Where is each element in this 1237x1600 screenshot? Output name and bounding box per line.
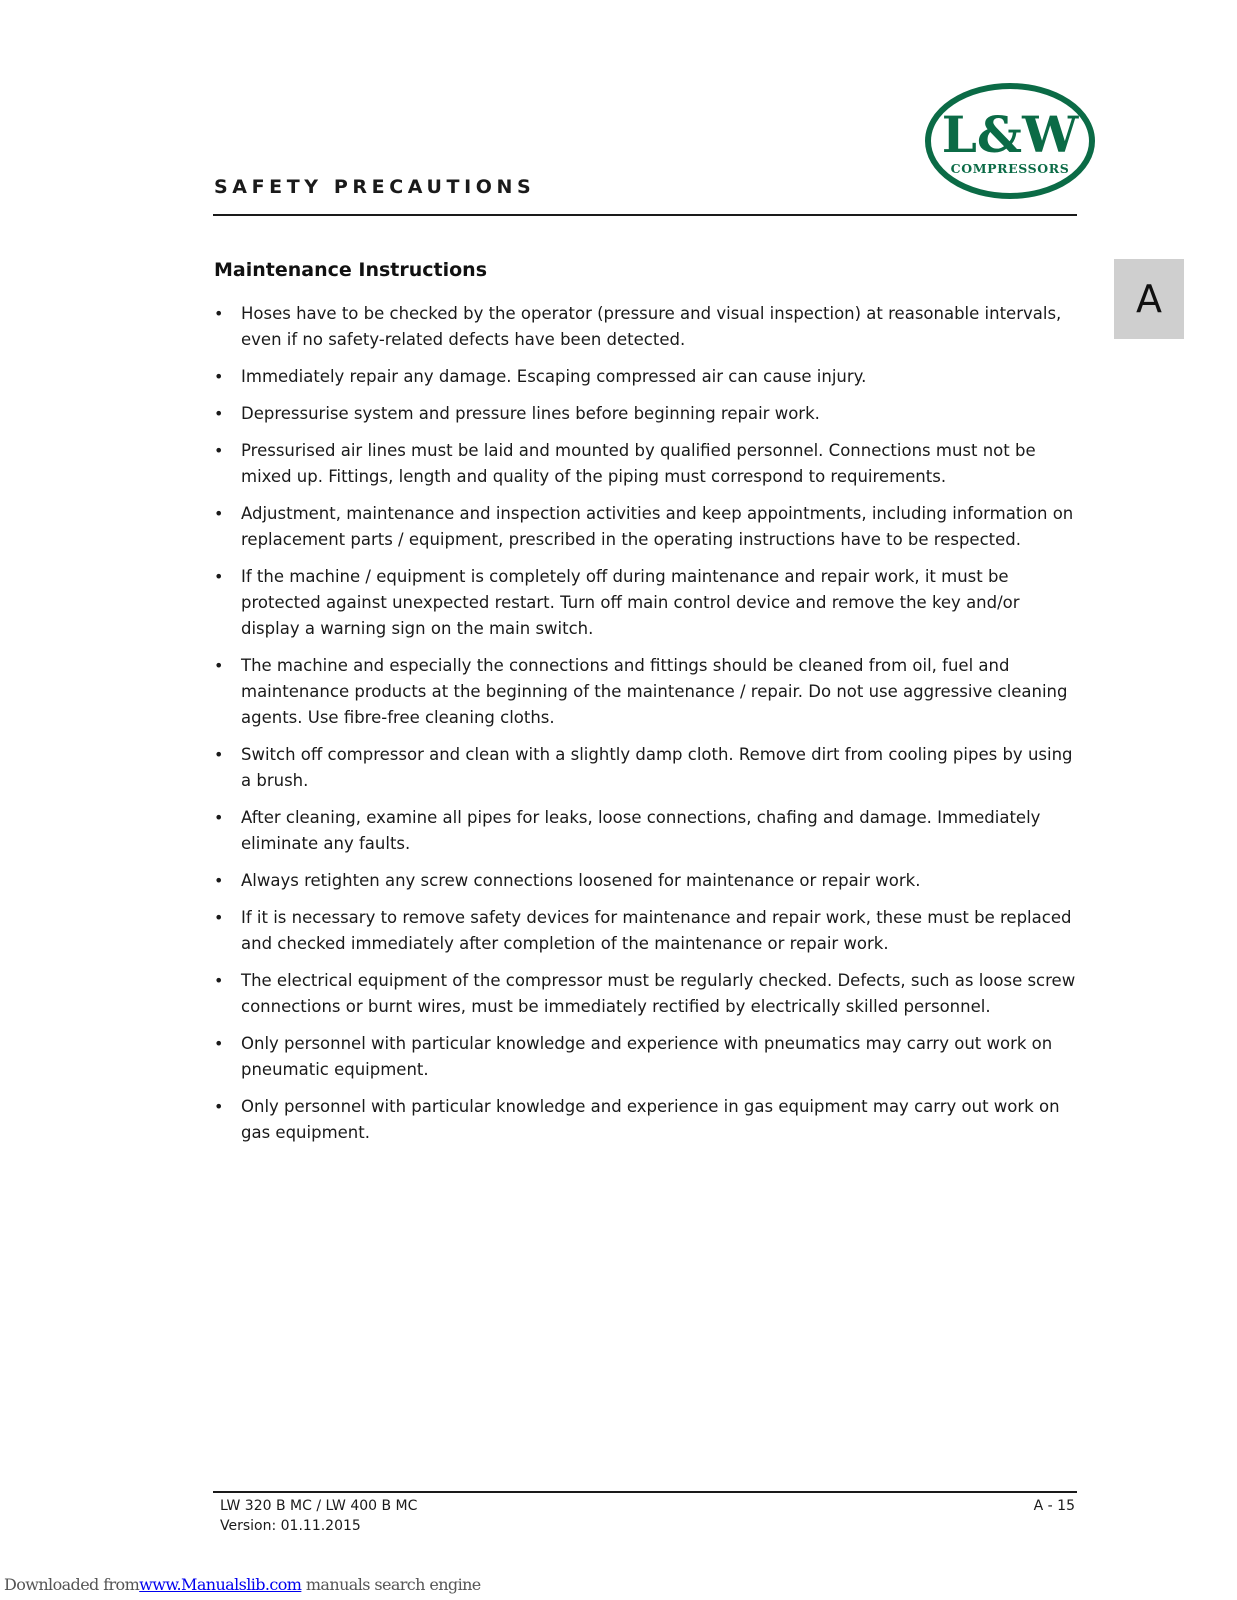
bullet-icon: • (214, 567, 224, 586)
list-item (214, 805, 1076, 857)
list-item-text: Always retighten any screw connections loosened for maintenance or repair work. (241, 871, 921, 890)
footer-divider (213, 1491, 1077, 1493)
list-item (214, 1094, 1076, 1146)
list-item-text: If it is necessary to remove safety devices for maintenance and repair work, these must be replaced and checked immediately after completion of the maintenance or repair work. (241, 908, 1072, 953)
list-item (214, 564, 1076, 642)
list-item-text: After cleaning, examine all pipes for leaks, loose connections, chafing and damage. Immediately eliminate any faults. (241, 808, 1041, 853)
footer-model: LW 320 B MC / LW 400 B MC (220, 1498, 418, 1514)
brand-logo (925, 82, 1095, 200)
list-item-text: The machine and especially the connections and fittings should be cleaned from oil, fuel and maintenance products at the beginning of the maintenance / repair. Do not use aggressive cleaning agents. Use fibre-free cleaning cloths. (241, 656, 1068, 727)
list-item-text: If the machine / equipment is completely off during maintenance and repair work, it must be protected against unexpected restart. Turn off main control device and remove the key and/or display a warning sign on the main switch. (241, 567, 1020, 638)
bullet-icon: • (214, 745, 224, 764)
list-item (214, 364, 1076, 390)
bullet-icon: • (214, 656, 224, 675)
list-item (214, 742, 1076, 794)
list-item-text: Only personnel with particular knowledge and experience with pneumatics may carry out work on pneumatic equipment. (241, 1034, 1053, 1079)
bullet-icon: • (214, 367, 224, 386)
list-item (214, 301, 1076, 353)
list-item (214, 501, 1076, 553)
list-item-text: Only personnel with particular knowledge and experience in gas equipment may carry out work on gas equipment. (241, 1097, 1060, 1142)
bullet-icon: • (214, 504, 224, 523)
list-item (214, 653, 1076, 731)
list-item (214, 868, 1076, 894)
subheading: Maintenance Instructions (214, 259, 488, 281)
section-title: SAFETY PRECAUTIONS (214, 176, 536, 198)
footer-version: Version: 01.11.2015 (220, 1518, 361, 1534)
list-item (214, 438, 1076, 490)
list-item (214, 905, 1076, 957)
bullet-icon: • (214, 1097, 224, 1116)
bullet-icon: • (214, 441, 224, 460)
bullet-icon: • (214, 304, 224, 323)
list-item (214, 968, 1076, 1020)
download-suffix: manuals search engine (301, 1575, 481, 1594)
list-item-text: Immediately repair any damage. Escaping compressed air can cause injury. (241, 367, 867, 386)
bullet-icon: • (214, 808, 224, 827)
maintenance-instructions-list (214, 301, 1076, 1157)
list-item (214, 1031, 1076, 1083)
lw-compressors-logo-icon (925, 82, 1095, 200)
page-number: A - 15 (1033, 1498, 1075, 1514)
list-item (214, 401, 1076, 427)
download-banner (4, 1575, 481, 1594)
logo-subtitle-text: COMPRESSORS (950, 161, 1070, 176)
manualslib-link[interactable]: www.Manualslib.com (139, 1575, 302, 1594)
logo-brand-text: L&W (941, 105, 1079, 164)
bullet-icon: • (214, 871, 224, 890)
list-item-text: Hoses have to be checked by the operator (pressure and visual inspection) at reasonable intervals, even if no safety-related defects have been detected. (241, 304, 1062, 349)
bullet-icon: • (214, 971, 224, 990)
chapter-tab-label: A (1136, 277, 1162, 321)
list-item-text: Adjustment, maintenance and inspection activities and keep appointments, including information on replacement parts / equipment, prescribed in the operating instructions have to be respected. (241, 504, 1074, 549)
bullet-icon: • (214, 908, 224, 927)
list-item-text: Depressurise system and pressure lines before beginning repair work. (241, 404, 820, 423)
bullet-icon: • (214, 404, 224, 423)
list-item-text: Pressurised air lines must be laid and mounted by qualified personnel. Connections must not be mixed up. Fittings, length and quality of the piping must correspond to requirements. (241, 441, 1036, 486)
header-divider (213, 214, 1077, 216)
bullet-icon: • (214, 1034, 224, 1053)
list-item-text: Switch off compressor and clean with a slightly damp cloth. Remove dirt from cooling pipes by using a brush. (241, 745, 1073, 790)
download-prefix: Downloaded from (4, 1575, 140, 1594)
chapter-tab (1114, 259, 1184, 339)
list-item-text: The electrical equipment of the compressor must be regularly checked. Defects, such as loose screw connections or burnt wires, must be immediately rectified by electrically skilled personnel. (241, 971, 1076, 1016)
